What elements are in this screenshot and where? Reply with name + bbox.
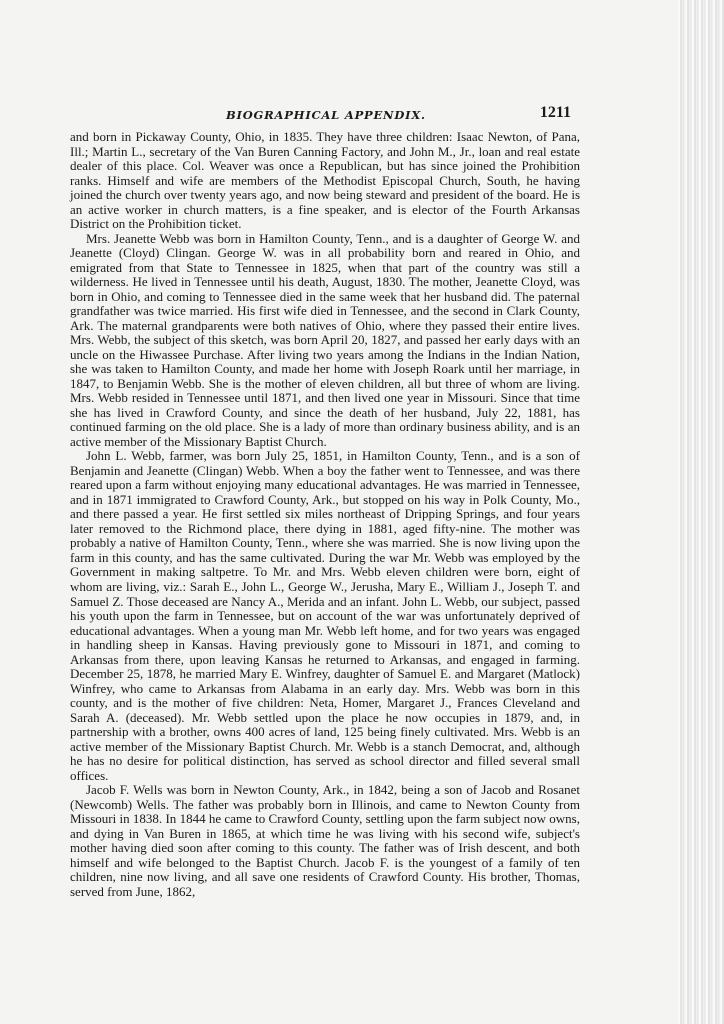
body-text: [70, 130, 580, 899]
running-head: BIOGRAPHICAL APPENDIX.: [226, 108, 426, 122]
paragraph-john-l-webb: John L. Webb, farmer, was born July 25, 1851, in Hamilton County, Tenn., and is a son of Benjamin and Jeanette (Clingan) Webb. When a boy the father went to Tennessee, and was there reared upon a farm without enjoying many educational advantages. He was married in Tennessee, and in 1871 immigrated to Crawford County, Ark., but stopped on his way in Polk County, Mo., and there passed a year. He first settled six miles northeast of Dripping Springs, and four years later removed to the Richmond place, there dying in 1881, aged fifty-nine. The mother was probably a native of Hamilton County, Tenn., where she was married. She is now living upon the farm in this county, and has the same cultivated. During the war Mr. Webb was employed by the Government in making saltpetre. To Mr. and Mrs. Webb eleven children were born, eight of whom are living, viz.: Sarah E., John L., George W., Jerusha, Mary E., William J., Joseph T. and Samuel Z. Those deceased are Nancy A., Merida and an infant. John L. Webb, our subject, passed his youth upon the farm in Tennessee, but on account of the war was unfortunately deprived of educational advantages. When a young man Mr. Webb left home, and for two years was engaged in handling sheep in Kansas. Having previously gone to Missouri in 1871, and coming to Arkansas from there, upon leaving Kansas he returned to Arkansas, and engaged in farming. December 25, 1878, he married Mary E. Winfrey, daughter of Samuel E. and Margaret (Matlock) Winfrey, who came to Arkansas from Alabama in an early day. Mrs. Webb was born in this county, and is the mother of five children: Neta, Homer, Margaret J., Frances Cleveland and Sarah A. (deceased). Mr. Webb settled upon the place he now occupies in 1879, and, in partnership with a brother, owns 400 acres of land, 125 being finely cultivated. Mrs. Webb is an active member of the Missionary Baptist Church. Mr. Webb is a stanch Democrat, and, although he has no desire for political distinction, has served as school director and filled several small offices.: [70, 448, 580, 783]
page-binding-edge: [678, 0, 724, 1024]
paragraph-weaver-continued: and born in Pickaway County, Ohio, in 1835. They have three children: Isaac Newton, of Pana, Ill.; Martin L., secretary of the Van Buren Canning Factory, and John M., Jr., loan and real estate dealer of this place. Col. Weaver was once a Republican, but has since joined the Prohibition ranks. Himself and wife are members of the Methodist Episcopal Church, South, he having joined the church over twenty years ago, and now being steward and president of the board. He is an active worker in church matters, is a fine speaker, and is elector of the Fourth Arkansas District on the Prohibition ticket.: [70, 129, 580, 232]
paragraph-jacob-f-wells: Jacob F. Wells was born in Newton County, Ark., in 1842, being a son of Jacob and Rosanet (Newcomb) Wells. The father was probably born in Illinois, and came to Newton County from Missouri in 1838. In 1844 he came to Crawford County, settling upon the farm subject now owns, and dying in Van Buren in 1865, at which time he was living with his second wife, subject's mother having died soon after coming to this county. The father was of Irish descent, and both himself and wife belonged to the Baptist Church. Jacob F. is the youngest of a family of ten children, nine now living, and all save one residents of Crawford County. His brother, Thomas, served from June, 1862,: [70, 782, 580, 899]
paragraph-jeanette-webb: Mrs. Jeanette Webb was born in Hamilton County, Tenn., and is a daughter of George W. and Jeanette (Cloyd) Clingan. George W. was in all probability born and reared in Ohio, and emigrated from that State to Tennessee in 1825, when that part of the country was still a wilderness. He lived in Tennessee until his death, August, 1830. The mother, Jeanette Cloyd, was born in Ohio, and coming to Tennessee died in the same week that her husband did. The paternal grandfather was twice married. His first wife died in Tennessee, and the second in Clark County, Ark. The maternal grandparents were both natives of Ohio, where they passed their entire lives. Mrs. Webb, the subject of this sketch, was born April 20, 1827, and passed her early days with an uncle on the Hiwassee Purchase. After living two years among the Indians in the Indian Nation, she was taken to Hamilton County, and made her home with Joseph Roark until her marriage, in 1847, to Benjamin Webb. She is the mother of eleven children, all but three of whom are living. Mrs. Webb resided in Tennessee until 1871, and then lived one year in Missouri. Since that time she has lived in Crawford County, and since the death of her husband, July 22, 1881, has continued farming on the old place. She is a lady of more than ordinary business ability, and is an active member of the Missionary Baptist Church.: [70, 230, 580, 449]
page-header: [70, 104, 575, 124]
page-number: 1211: [539, 104, 571, 121]
